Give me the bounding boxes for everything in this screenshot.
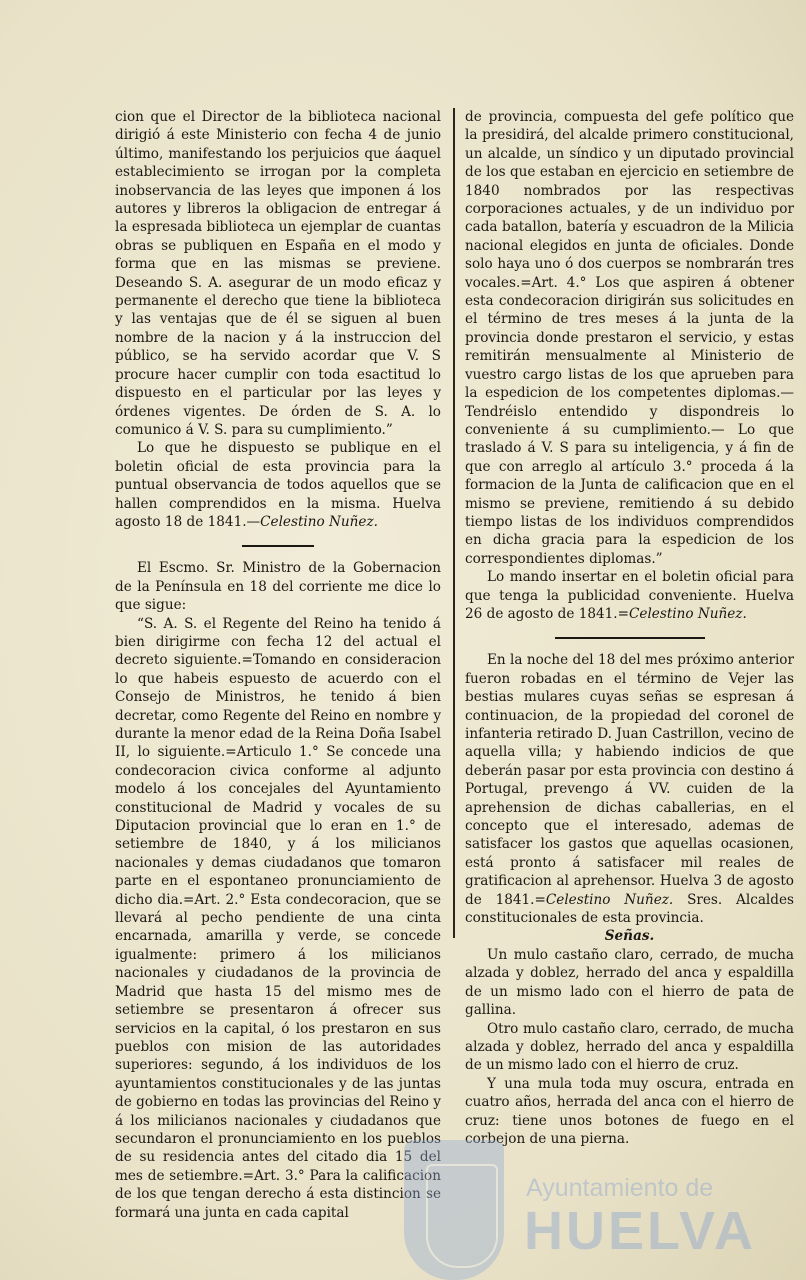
- paragraph-mula-3: Y una mula toda muy oscura, entrada en cuatro años, herrada del anca con el hierro de cruz: tiene unos botones de fuego en el corbejon de una pierna.: [465, 1075, 794, 1147]
- signature-left: Celestino Nuñez.: [260, 513, 378, 530]
- paragraph-junta-provincia: de provincia, compuesta del gefe político que la presidirá, del alcalde primero constitucional, un alcalde, un síndico y un diputado provincial de los que estaban en ejercicio en setiembre de 1840 nombrados por las respectivas corporaciones actuales, y de un individuo por cada batallon, batería y escuadron de la Milicia nacional elegidos en junta de oficiales. Donde solo haya uno ó dos cuerpos se nombrarán tres vocales.=Art. 4.° Los que aspiren á obtener esta condecoracion dirigirán sus solicitudes en el término de tres meses á la junta de la provincia donde prestaron el servicio, y estas remitirán mensualmente al Ministerio de vuestro cargo listas de los que aprueben para la espedicion de los competentes diplomas.—Tendréislo entendido y dispondreis lo conveniente á su cumplimiento.— Lo que traslado á V. S para su inteligencia, y á fin de que con arreglo al artículo 3.° proceda á la formacion de la Junta de calificacion que en el mismo se previene, remitiendo á su debido tiempo listas de los individuos comprendidos en dicha gracia para la espedicion de los correspondientes diplomas.”: [465, 109, 794, 567]
- paragraph-publique: [115, 439, 441, 531]
- watermark: [398, 1130, 756, 1280]
- paragraph-gobernacion-intro: El Escmo. Sr. Ministro de la Gobernacion de la Península en 18 del corriente me dice lo que sigue:: [115, 560, 441, 614]
- paragraph-mulo-2: Otro mulo castaño claro, cerrado, de mucha alzada y doblez, herrado del anca y espaldilla de un mismo lado con el hierro de cruz.: [465, 1020, 794, 1074]
- column-rule: [453, 108, 455, 938]
- signature-right-1: Celestino Nuñez.: [629, 605, 747, 622]
- watermark-line2: HUELVA: [524, 1201, 756, 1261]
- section-divider-right: [555, 637, 705, 639]
- paragraph-insertar: [465, 568, 794, 623]
- watermark-line1: Ayuntamiento de: [526, 1174, 714, 1202]
- section-divider: [242, 545, 314, 547]
- shield-logo-icon: [404, 1140, 504, 1280]
- paragraph-mulo-1: Un mulo castaño claro, cerrado, de mucha alzada y doblez, herrado del anca y espaldilla de un mismo lado con el hierro de pata de gallina.: [465, 946, 794, 1019]
- signature-right-2: Celestino Nuñez.: [545, 891, 674, 908]
- left-column: [115, 108, 441, 1222]
- heading-senas: Señas.: [604, 928, 655, 945]
- paragraph-publique-text: Lo que he dispuesto se publique en el boletin oficial de esta provincia para la puntual observancia de todos aquellos que se hallen comprendidos en la misma. Huelva agosto 18 de 1841.—: [115, 440, 441, 530]
- paragraph-insertar-text: Lo mando insertar en el boletin oficial para que tenga la publicidad conveniente. Huelva 26 de agosto de 1841.=: [465, 569, 794, 622]
- paragraph-robo-text: En la noche del 18 del mes próximo anterior fueron robadas en el término de Vejer las bestias mulares cuyas señas se espresan á continuacion, de la propiedad del coronel de infanteria retirado D. Juan Castrillon, vecino de aquella villa; y habiendo indicios de que deberán pasar por esta provincia con destino á Portugal, prevengo á VV. cuiden de la aprehension de dichas caballerias, en el concepto que el interesado, ademas de satisfacer los gastos que aquellas ocasionen, está pronto á satisfacer mil reales de gratificacion al aprehensor. Huelva 3 de agosto de 1841.=: [465, 652, 794, 908]
- paragraph-biblioteca: cion que el Director de la biblioteca nacional dirigió á este Ministerio con fecha 4 de junio último, manifestando los perjuicios que áaquel establecimiento se irrogan por la completa inobservancia de las leyes que imponen á los autores y libreros la obligacion de entregar á la espresada biblioteca un ejemplar de cuantas obras se publiquen en España en el modo y forma que en las mismas se previene. Deseando S. A. asegurar de un modo eficaz y permanente el derecho que tiene la biblioteca y las ventajas que de él se siguen al buen nombre de la nacion y á la instruccion del público, se ha servido acordar que V. S procure hacer cumplir con toda esactitud lo dispuesto en el particular por las leyes y órdenes vigentes. De órden de S. A. lo comunico á V. S. para su cumplimiento.”: [115, 109, 441, 438]
- right-column: [465, 108, 794, 1148]
- paragraph-decreto: “S. A. S. el Regente del Reino ha tenido á bien dirigirme con fecha 12 del actual el decreto siguiente.=Tomando en consideracion lo que habeis espuesto de acuerdo con el Consejo de Ministros, he tenido á bien decretar, como Regente del Reino en nombre y durante la menor edad de la Reina Doña Isabel II, lo siguiente.=Articulo 1.° Se concede una condecoracion civica conforme al adjunto modelo á los concejales del Ayuntamiento constitucional de Madrid y vocales de su Diputacion provincial que lo eran en 1.° de setiembre de 1840, y á los milicianos nacionales y demas ciudadanos que tomaron parte en el espontaneo pronunciamiento de dicho dia.=Art. 2.° Esta condecoracion, que se llevará al pecho pendiente de una cinta encarnada, amarilla y verde, se concede igualmente: primero á los milicianos nacionales y ciudadanos de la provincia de Madrid que hasta 15 del mismo mes de setiembre se presentaron á ofrecer sus servicios en la capital, ó los prestaron en sus pueblos con mision de las autoridades superiores: segundo, á los individuos de los ayuntamientos constitucionales y de las juntas de gobierno en todas las provincias del Reino y á los milicianos nacionales y ciudadanos que secundaron el pronunciamiento en los pueblos de su residencia antes del citado dia 15 del mes de setiembre.=Art. 3.° Para la calificacion de los que tengan derecho á esta distincion se formará una junta en cada capital: [115, 615, 441, 1221]
- paragraph-robo: [465, 651, 794, 927]
- paragraph-alcaldes: Sres. Alcaldes constitucionales de esta provincia.: [465, 891, 794, 927]
